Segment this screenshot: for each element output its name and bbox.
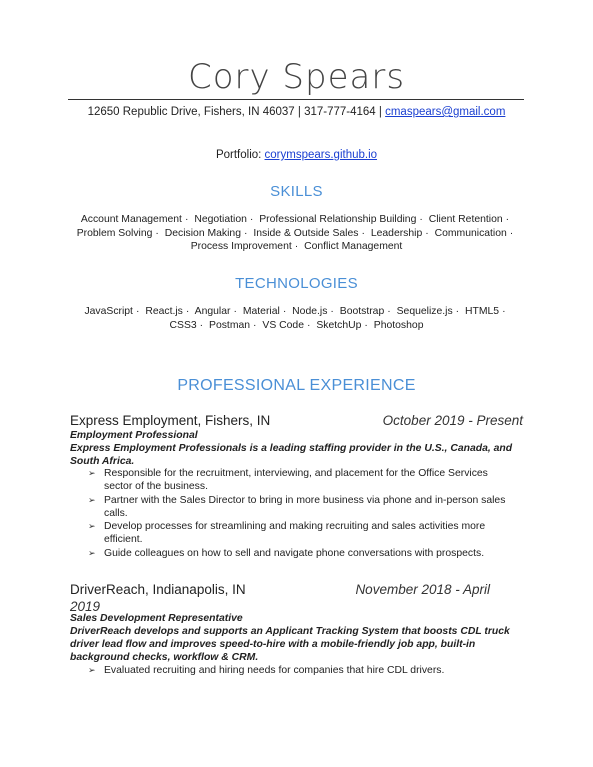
address: 12650 Republic Drive, Fishers, IN 46037	[87, 106, 295, 118]
technology-item: Photoshop	[373, 319, 424, 331]
portfolio-line	[0, 147, 593, 163]
job-bullets	[88, 467, 518, 560]
technology-item: Angular	[194, 306, 231, 317]
technology-item: VS Code	[262, 319, 304, 331]
header-divider	[68, 99, 524, 100]
list-separator: ·	[419, 214, 423, 225]
list-separator: ·	[364, 319, 368, 331]
job-bullets	[88, 664, 518, 678]
list-separator: ·	[185, 306, 190, 317]
list-separator: ·	[199, 319, 204, 331]
list-separator: ·	[233, 306, 237, 317]
technology-item: SketchUp	[316, 319, 362, 331]
job-description: DriverReach develops and supports an Applicant Tracking System that boosts CDL truck driver lead flow and improves speed-to-hire with a mobile-friendly job app, built-in background checks, workflow & CRM.	[70, 626, 510, 663]
technology-item: CSS3	[169, 319, 197, 331]
list-separator: ·	[282, 306, 287, 317]
bullet-text: Responsible for the recruitment, interviewing, and placement for the Office Services sector of the business.	[104, 468, 488, 492]
job-dates: November 2018 - April	[355, 582, 490, 597]
contact-line	[0, 104, 593, 120]
job-header	[70, 581, 490, 615]
contact-separator: |	[375, 106, 386, 118]
list-separator: ·	[502, 306, 506, 317]
list-separator: ·	[387, 306, 391, 317]
technology-item: HTML5	[465, 306, 500, 317]
job-dates-continued: 2019	[70, 599, 101, 614]
list-separator: ·	[135, 306, 140, 317]
technology-item: Postman	[209, 319, 251, 331]
job-description: Express Employment Professionals is a leading staffing provider in the U.S., Canada, and South Africa.	[70, 443, 513, 467]
skill-item: Communication	[434, 227, 507, 239]
phone: 317-777-4164	[304, 106, 376, 118]
skill-item: Conflict Management	[304, 241, 403, 252]
job-dates: October 2019 - Present	[382, 413, 523, 428]
company-name: DriverReach, Indianapolis, IN	[70, 582, 246, 597]
bullet-text: Develop processes for streamlining and making recruiting and sales activities more efficient.	[104, 521, 486, 545]
bullet-item	[88, 520, 518, 546]
skill-item: Account Management	[80, 214, 182, 225]
list-separator: ·	[455, 306, 460, 317]
list-separator: ·	[361, 227, 365, 239]
list-separator: ·	[294, 241, 299, 252]
technology-item: Material	[242, 306, 280, 317]
skills-title: SKILLS	[270, 183, 323, 200]
job-role: Employment Professional	[70, 430, 198, 441]
bullet-item	[88, 664, 518, 677]
skill-item: Professional Relationship Building	[259, 214, 417, 225]
skills-list	[70, 213, 523, 254]
technology-item: Bootstrap	[339, 306, 385, 317]
bullet-item	[88, 547, 518, 560]
list-separator: ·	[425, 227, 429, 239]
skill-item: Decision Making	[164, 227, 241, 239]
list-separator: ·	[155, 227, 159, 239]
portfolio-link[interactable]: corymspears.github.io	[264, 149, 378, 161]
skill-item: Process Improvement	[190, 241, 292, 252]
skill-item: Leadership	[370, 227, 423, 239]
list-separator: ·	[253, 319, 257, 331]
company-name: Express Employment, Fishers, IN	[70, 413, 271, 428]
technology-item: JavaScript	[84, 306, 133, 317]
list-separator: ·	[184, 214, 189, 225]
list-separator: ·	[330, 306, 334, 317]
list-separator: ·	[243, 227, 248, 239]
technologies-list	[70, 305, 523, 332]
list-separator: ·	[307, 319, 311, 331]
skill-item: Client Retention	[428, 214, 503, 225]
list-separator: ·	[249, 214, 254, 225]
skill-item: Negotiation	[194, 214, 247, 225]
technology-item: Node.js	[292, 306, 328, 317]
portfolio-label: Portfolio:	[215, 149, 265, 161]
contact-separator: |	[294, 106, 305, 118]
arrow-bullet-icon: ➢	[88, 665, 96, 675]
arrow-bullet-icon: ➢	[88, 547, 96, 558]
experience-title: PROFESSIONAL EXPERIENCE	[177, 377, 416, 394]
technologies-title: TECHNOLOGIES	[235, 275, 358, 292]
skill-item: Inside & Outside Sales	[253, 227, 359, 239]
bullet-item	[88, 467, 518, 493]
technology-item: React.js	[145, 306, 183, 317]
email-link[interactable]: cmaspears@gmail.com	[385, 106, 506, 118]
arrow-bullet-icon: ➢	[88, 521, 96, 531]
list-separator: ·	[505, 214, 510, 225]
candidate-name: Cory Spears	[187, 57, 406, 97]
bullet-text: Partner with the Sales Director to bring in more business via phone and in-person sales calls.	[104, 494, 506, 519]
job-role: Sales Development Representative	[70, 613, 243, 624]
technology-item: Sequelize.js	[396, 306, 453, 317]
list-separator: ·	[509, 227, 514, 239]
bullet-text: Guide colleagues on how to sell and navigate phone conversations with prospects.	[104, 547, 485, 559]
bullet-item	[88, 494, 518, 520]
bullet-text: Evaluated recruiting and hiring needs for companies that hire CDL drivers.	[104, 665, 445, 676]
arrow-bullet-icon: ➢	[88, 494, 96, 505]
job-header	[70, 412, 523, 430]
skill-item: Problem Solving	[76, 227, 153, 239]
arrow-bullet-icon: ➢	[88, 468, 96, 478]
